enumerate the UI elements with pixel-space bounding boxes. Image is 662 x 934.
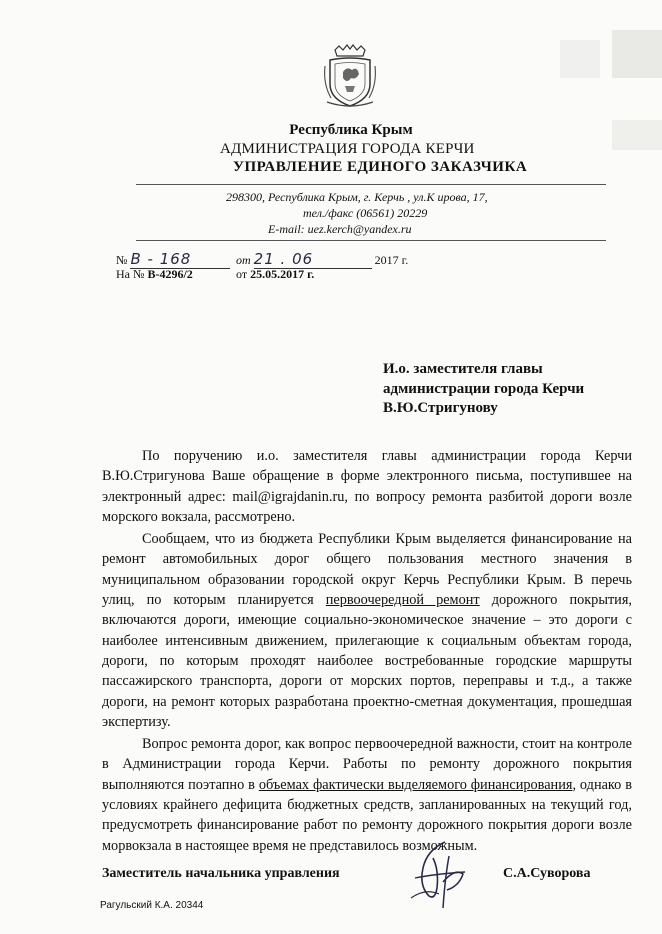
handwritten-signature	[405, 838, 475, 916]
executor-info: Рагульский К.А. 20344	[100, 900, 204, 911]
recipient-line-3: В.Ю.Стригунову	[383, 400, 498, 416]
paragraph-2: Сообщаем, что из бюджета Республики Крым выделяется финансирование на ремонт автомобильных дорог общего пользования местного значения в муниципальном образовании городской округ Керчь Республики Крым. В перечь улиц, по которым планируется первоочередной ремонт дорожного покрытия, включаются дороги, имеющие социально-экономическое значение – это дороги с наиболее интенсивным движением, прилегающие к социальным объектам города, дороги, по которым проходят наиболее востребованные городские маршруты пассажирского транспорта, дороги от морских портов, переправы и т.д., а также дороги, на ремонт которых разработана проектно-сметная документация, прошедшая экспертизу.	[102, 531, 632, 730]
outgoing-date-value: 21 . 06	[253, 250, 314, 268]
paragraph-1: По поручению и.о. заместителя главы администрации города Керчи В.Ю.Стригунова Ваше обращение в форме электронного письма, поступившее на электронный адрес: mail@igrajdanin.ru, по вопросу ремонта разбитой дороги возле морского вокзала, рассмотрено.	[102, 448, 632, 525]
address-line-2: тел./факс (06561) 20229	[303, 206, 428, 220]
outgoing-date: от 21 . 06 2017 г.	[236, 250, 409, 268]
recipient-line-2: администрации города Керчи	[383, 381, 585, 397]
outgoing-number-value: В - 168	[130, 250, 192, 268]
paragraph-3: Вопрос ремонта дорог, как вопрос первоочередной важности, стоит на контроле в Администрации города Керчи. Работы по ремонту дорожного покрытия выполняются поэтапно в объемах фактически выделяемого финансирования, однако в условиях крайнего дефицита бюджетных средств, запланированных на текущий год, предусмотреть финансирование работ по ремонту дорожного покрытия дороги возле морвокзала в настоящее время не представилось возможным.	[102, 736, 632, 854]
signatory-name: С.А.Суворова	[503, 866, 591, 881]
outgoing-number: № В - 168	[116, 250, 230, 269]
header-republic: Республика Крым	[289, 122, 413, 138]
header-rule-top	[136, 184, 606, 185]
address-line-1: 298300, Республика Крым, г. Керчь , ул.К ирова, 17,	[226, 190, 488, 204]
letter-body	[102, 446, 632, 856]
address-line-3: E-mail: uez.kerch@yandex.ru	[268, 222, 412, 236]
recipient-line-1: И.о. заместителя главы	[383, 361, 543, 377]
reference-date: от 25.05.2017 г.	[236, 267, 315, 281]
header-rule-bottom	[136, 240, 606, 241]
header-administration: АДМИНИСТРАЦИЯ ГОРОДА КЕРЧИ	[220, 141, 475, 157]
signatory-title: Заместитель начальника управления	[102, 866, 340, 881]
header-department: УПРАВЛЕНИЕ ЕДИНОГО ЗАКАЗЧИКА	[233, 159, 528, 175]
reference-number: На № В-4296/2	[116, 267, 193, 281]
coat-of-arms-emblem	[321, 44, 379, 110]
